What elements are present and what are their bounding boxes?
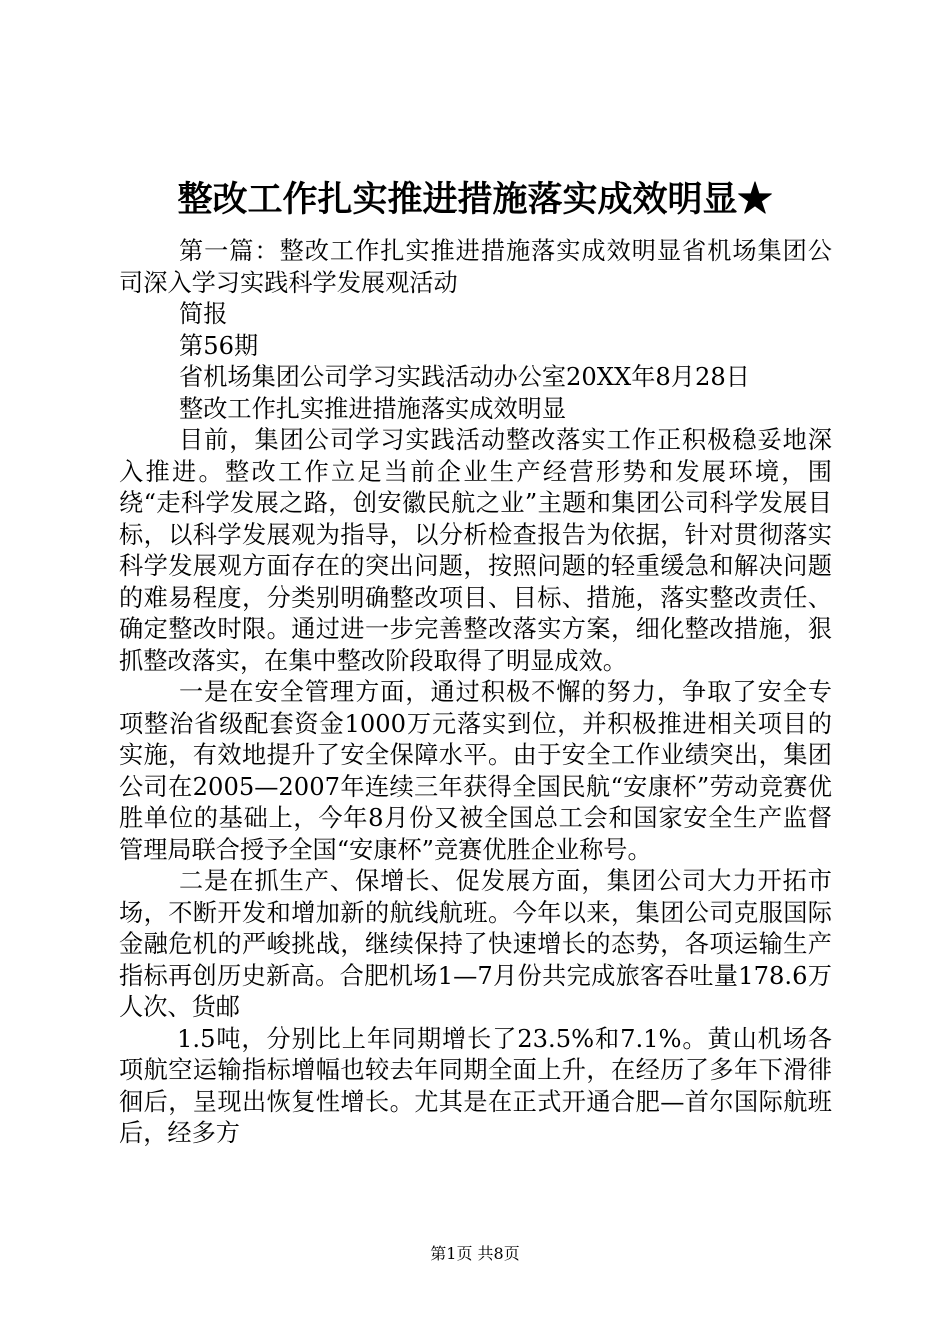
paragraph-subtitle: 整改工作扎实推进措施落实成效明显 [179, 394, 567, 423]
paragraph-body: 目前，集团公司学习实践活动整改落实工作正积极稳妥地深入推进。整改工作立足当前企业生产经营形势和发展环境，围绕“走科学发展之路，创安徽民航之业”主题和集团公司科学发展目标，以科学发展观为指导，以分析检查报告为依据，针对贯彻落实科学发展观方面存在的突出问题，按照问题的轻重缓急和解决问题的难易程度，分类别明确整改项目、目标、措施，落实整改责任、确定整改时限。通过进一步完善整改落实方案，细化整改措施，狠抓整改落实，在集中整改阶段取得了明显成效。 [119, 426, 832, 675]
paragraph-body: 二是在抓生产、保增长、促发展方面，集团公司大力开拓市场，不断开发和增加新的航线航班。今年以来，集团公司克服国际金融危机的严峻挑战，继续保持了快速增长的态势，各项运输生产指标再创历史新高。合肥机场1—7月份共完成旅客吞吐量178.6万人次、货邮 [119, 867, 832, 1021]
paragraph-heading: 第一篇：整改工作扎实推进措施落实成效明显省机场集团公司深入学习实践科学发展观活动 [119, 237, 832, 297]
page-footer: 第1页 共8页 [430, 1244, 520, 1263]
document-body [119, 236, 832, 1150]
paragraph-issue-number: 第56期 [179, 331, 259, 360]
paragraph-body: 1.5吨，分别比上年同期增长了23.5%和7.1%。黄山机场各项航空运输指标增幅也较去年同期全面上升，在经历了多年下滑徘徊后，呈现出恢复性增长。尤其是在正式开通合肥—首尔国际航班后，经多方 [119, 1024, 832, 1147]
paragraph-briefing-label: 简报 [179, 300, 228, 328]
paragraph-body: 一是在安全管理方面，通过积极不懈的努力，争取了安全专项整治省级配套资金1000万元落实到位，并积极推进相关项目的实施，有效地提升了安全保障水平。由于安全工作业绩突出，集团公司在2005—2007年连续三年获得全国民航“安康杯”劳动竞赛优胜单位的基础上，今年8月份又被全国总工会和国家安全生产监督管理局联合授予全国“安康杯”竞赛优胜企业称号。 [119, 678, 832, 864]
paragraph-issuer-date: 省机场集团公司学习实践活动办公室20XX年8月28日 [179, 363, 750, 391]
document-title: 整改工作扎实推进措施落实成效明显★ [177, 179, 773, 220]
